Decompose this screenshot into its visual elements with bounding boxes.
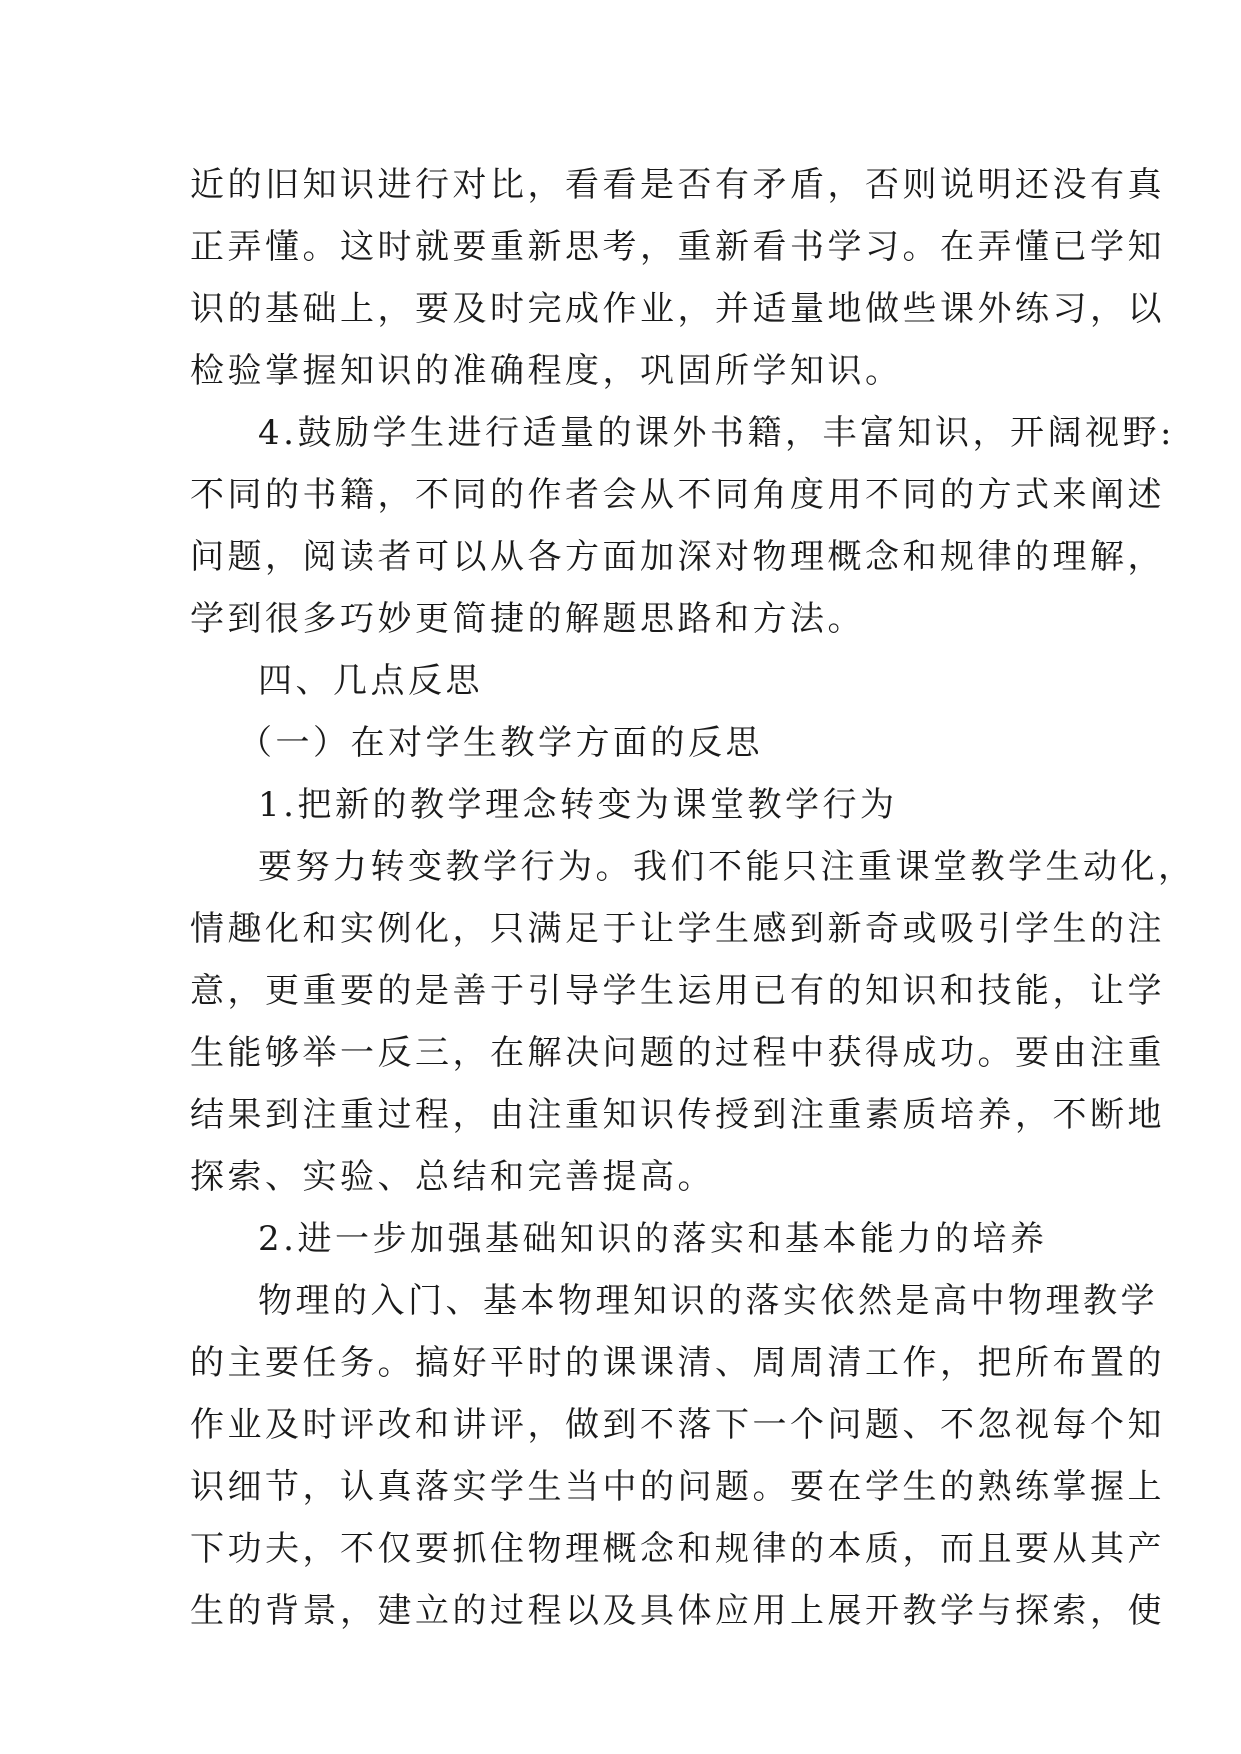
- text-line: 生能够举一反三，在解决问题的过程中获得成功。要由注重: [190, 1033, 1165, 1073]
- text-line: 正弄懂。这时就要重新思考，重新看书学习。在弄懂已学知: [190, 227, 1165, 267]
- text-line: 学到很多巧妙更简捷的解题思路和方法。: [190, 599, 865, 639]
- text-line: 的主要任务。搞好平时的课课清、周周清工作，把所布置的: [190, 1343, 1165, 1383]
- text-line: 意，更重要的是善于引导学生运用已有的知识和技能，让学: [190, 971, 1165, 1011]
- text-line: 检验掌握知识的准确程度，巩固所学知识。: [190, 351, 903, 391]
- text-line: 4.鼓励学生进行适量的课外书籍，丰富知识，开阔视野:: [258, 413, 1175, 453]
- text-line: 识的基础上，要及时完成作业，并适量地做些课外练习，以: [190, 289, 1165, 329]
- text-line: 结果到注重过程，由注重知识传授到注重素质培养，不断地: [190, 1095, 1165, 1135]
- section-heading: 四、几点反思: [258, 661, 483, 701]
- text-line: 作业及时评改和讲评，做到不落下一个问题、不忽视每个知: [190, 1405, 1165, 1445]
- text-line: 识细节，认真落实学生当中的问题。要在学生的熟练掌握上: [190, 1467, 1165, 1507]
- item-heading: 2.进一步加强基础知识的落实和基本能力的培养: [258, 1219, 1048, 1259]
- text-line: 物理的入门、基本物理知识的落实依然是高中物理教学: [258, 1281, 1158, 1321]
- subsection-heading: （一）在对学生教学方面的反思: [238, 723, 763, 763]
- item-heading: 1.把新的教学理念转变为课堂教学行为: [258, 785, 898, 825]
- text-line: 近的旧知识进行对比，看看是否有矛盾，否则说明还没有真: [190, 165, 1165, 205]
- text-line: 要努力转变教学行为。我们不能只注重课堂教学生动化，: [258, 847, 1196, 887]
- text-line: 情趣化和实例化，只满足于让学生感到新奇或吸引学生的注: [190, 909, 1165, 949]
- text-line: 不同的书籍，不同的作者会从不同角度用不同的方式来阐述: [190, 475, 1165, 515]
- text-line: 下功夫，不仅要抓住物理概念和规律的本质，而且要从其产: [190, 1529, 1165, 1569]
- text-line: 生的背景，建立的过程以及具体应用上展开教学与探索，使: [190, 1591, 1165, 1631]
- text-line: 探索、实验、总结和完善提高。: [190, 1157, 715, 1197]
- text-line: 问题，阅读者可以从各方面加深对物理概念和规律的理解，: [190, 537, 1165, 577]
- document-body: [190, 154, 1196, 1642]
